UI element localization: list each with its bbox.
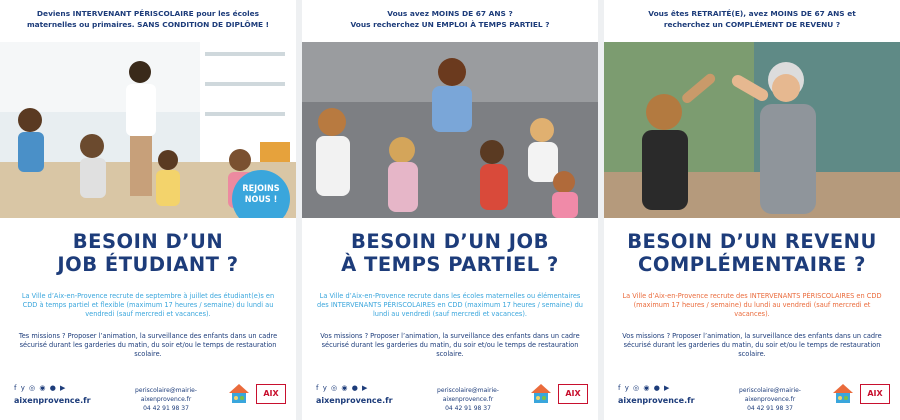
poster-student [0, 0, 296, 420]
phone-number[interactable]: 04 42 91 98 37 [143, 405, 189, 412]
headline: BESOIN D’UN JOB À TEMPS PARTIEL ? [341, 230, 559, 276]
email-link[interactable]: periscolaire@mairie-aixenprovence.fr [437, 387, 499, 403]
email-link[interactable]: periscolaire@mairie-aixenprovence.fr [135, 387, 197, 403]
footer [14, 380, 282, 410]
social-icons[interactable]: f y ◎ ◉ ● ▶ [14, 384, 67, 392]
offer-description: La Ville d’Aix-en-Provence recrute de septembre à juillet des étudiant(e)s en CDD à temps partiel et flexible (maximum 17 heures / semaine) du lundi au vendredi (sauf mercredi et vacances). [21, 292, 275, 318]
intro-text: Vous avez MOINS DE 67 ANS ? Vous recherchez UN EMPLOI À TEMPS PARTIEL ? [350, 9, 550, 29]
photo-playground [302, 42, 598, 218]
poster-retiree [604, 0, 900, 420]
missions-text: Tes missions ? Proposer l’animation, la surveillance des enfants dans un cadre sécurisé durant les garderies du matin, du soir et/ou le temps de restauration scolaire. [18, 332, 278, 358]
website-link[interactable]: aixenprovence.fr [14, 396, 91, 405]
contact-block [412, 386, 524, 413]
periscolaire-logo-icon [830, 380, 856, 406]
phone-number[interactable]: 04 42 91 98 37 [747, 405, 793, 412]
footer [316, 380, 584, 410]
social-icons[interactable]: f y ◎ ◉ ● ▶ [618, 384, 671, 392]
photo-classroom [0, 42, 296, 218]
offer-description: La Ville d’Aix-en-Provence recrute des INTERVENANTS PÉRISCOLAIRES en CDD (maximum 17 heures / semaine) du lundi au vendredi (sauf mercredi et vacances). [622, 292, 882, 318]
contact-block [714, 386, 826, 413]
website-link[interactable]: aixenprovence.fr [618, 396, 695, 405]
offer-description: La Ville d’Aix-en-Provence recrute dans les écoles maternelles ou élémentaires des INTERVENANTS PÉRISCOLAIRES en CDD (maximum 17 heures / semaine) du lundi au vendredi (sauf mercredi et vacances). [317, 292, 583, 318]
website-link[interactable]: aixenprovence.fr [316, 396, 393, 405]
periscolaire-logo-icon [528, 380, 554, 406]
social-icons[interactable]: f y ◎ ◉ ● ▶ [316, 384, 369, 392]
aix-logo: AIX [860, 384, 890, 404]
poster-part-time [302, 0, 598, 420]
periscolaire-logo-icon [226, 380, 252, 406]
phone-number[interactable]: 04 42 91 98 37 [445, 405, 491, 412]
contact-block [110, 386, 222, 413]
aix-logo: AIX [256, 384, 286, 404]
high-five-illustration [604, 42, 900, 218]
footer [618, 380, 886, 410]
headline: BESOIN D’UN REVENU COMPLÉMENTAIRE ? [627, 230, 877, 276]
email-link[interactable]: periscolaire@mairie-aixenprovence.fr [739, 387, 801, 403]
headline: BESOIN D’UN JOB ÉTUDIANT ? [57, 230, 239, 276]
join-us-badge: REJOINS NOUS ! [232, 170, 290, 218]
playground-illustration [302, 42, 598, 218]
missions-text: Vos missions ? Proposer l’animation, la surveillance des enfants dans un cadre sécurisé durant les garderies du matin, du soir et/ou le temps de restauration scolaire. [320, 332, 580, 358]
aix-logo: AIX [558, 384, 588, 404]
photo-high-five [604, 42, 900, 218]
missions-text: Vos missions ? Proposer l’animation, la surveillance des enfants dans un cadre sécurisé durant les garderies du matin, du soir et/ou le temps de restauration scolaire. [622, 332, 882, 358]
intro-text: Deviens INTERVENANT PÉRISCOLAIRE pour les écoles maternelles ou primaires. SANS CONDITION DE DIPLÔME ! [26, 9, 270, 29]
intro-text: Vous êtes RETRAITÉ(E), avez MOINS DE 67 ANS et recherchez un COMPLÉMENT DE REVENU ? [648, 9, 856, 29]
